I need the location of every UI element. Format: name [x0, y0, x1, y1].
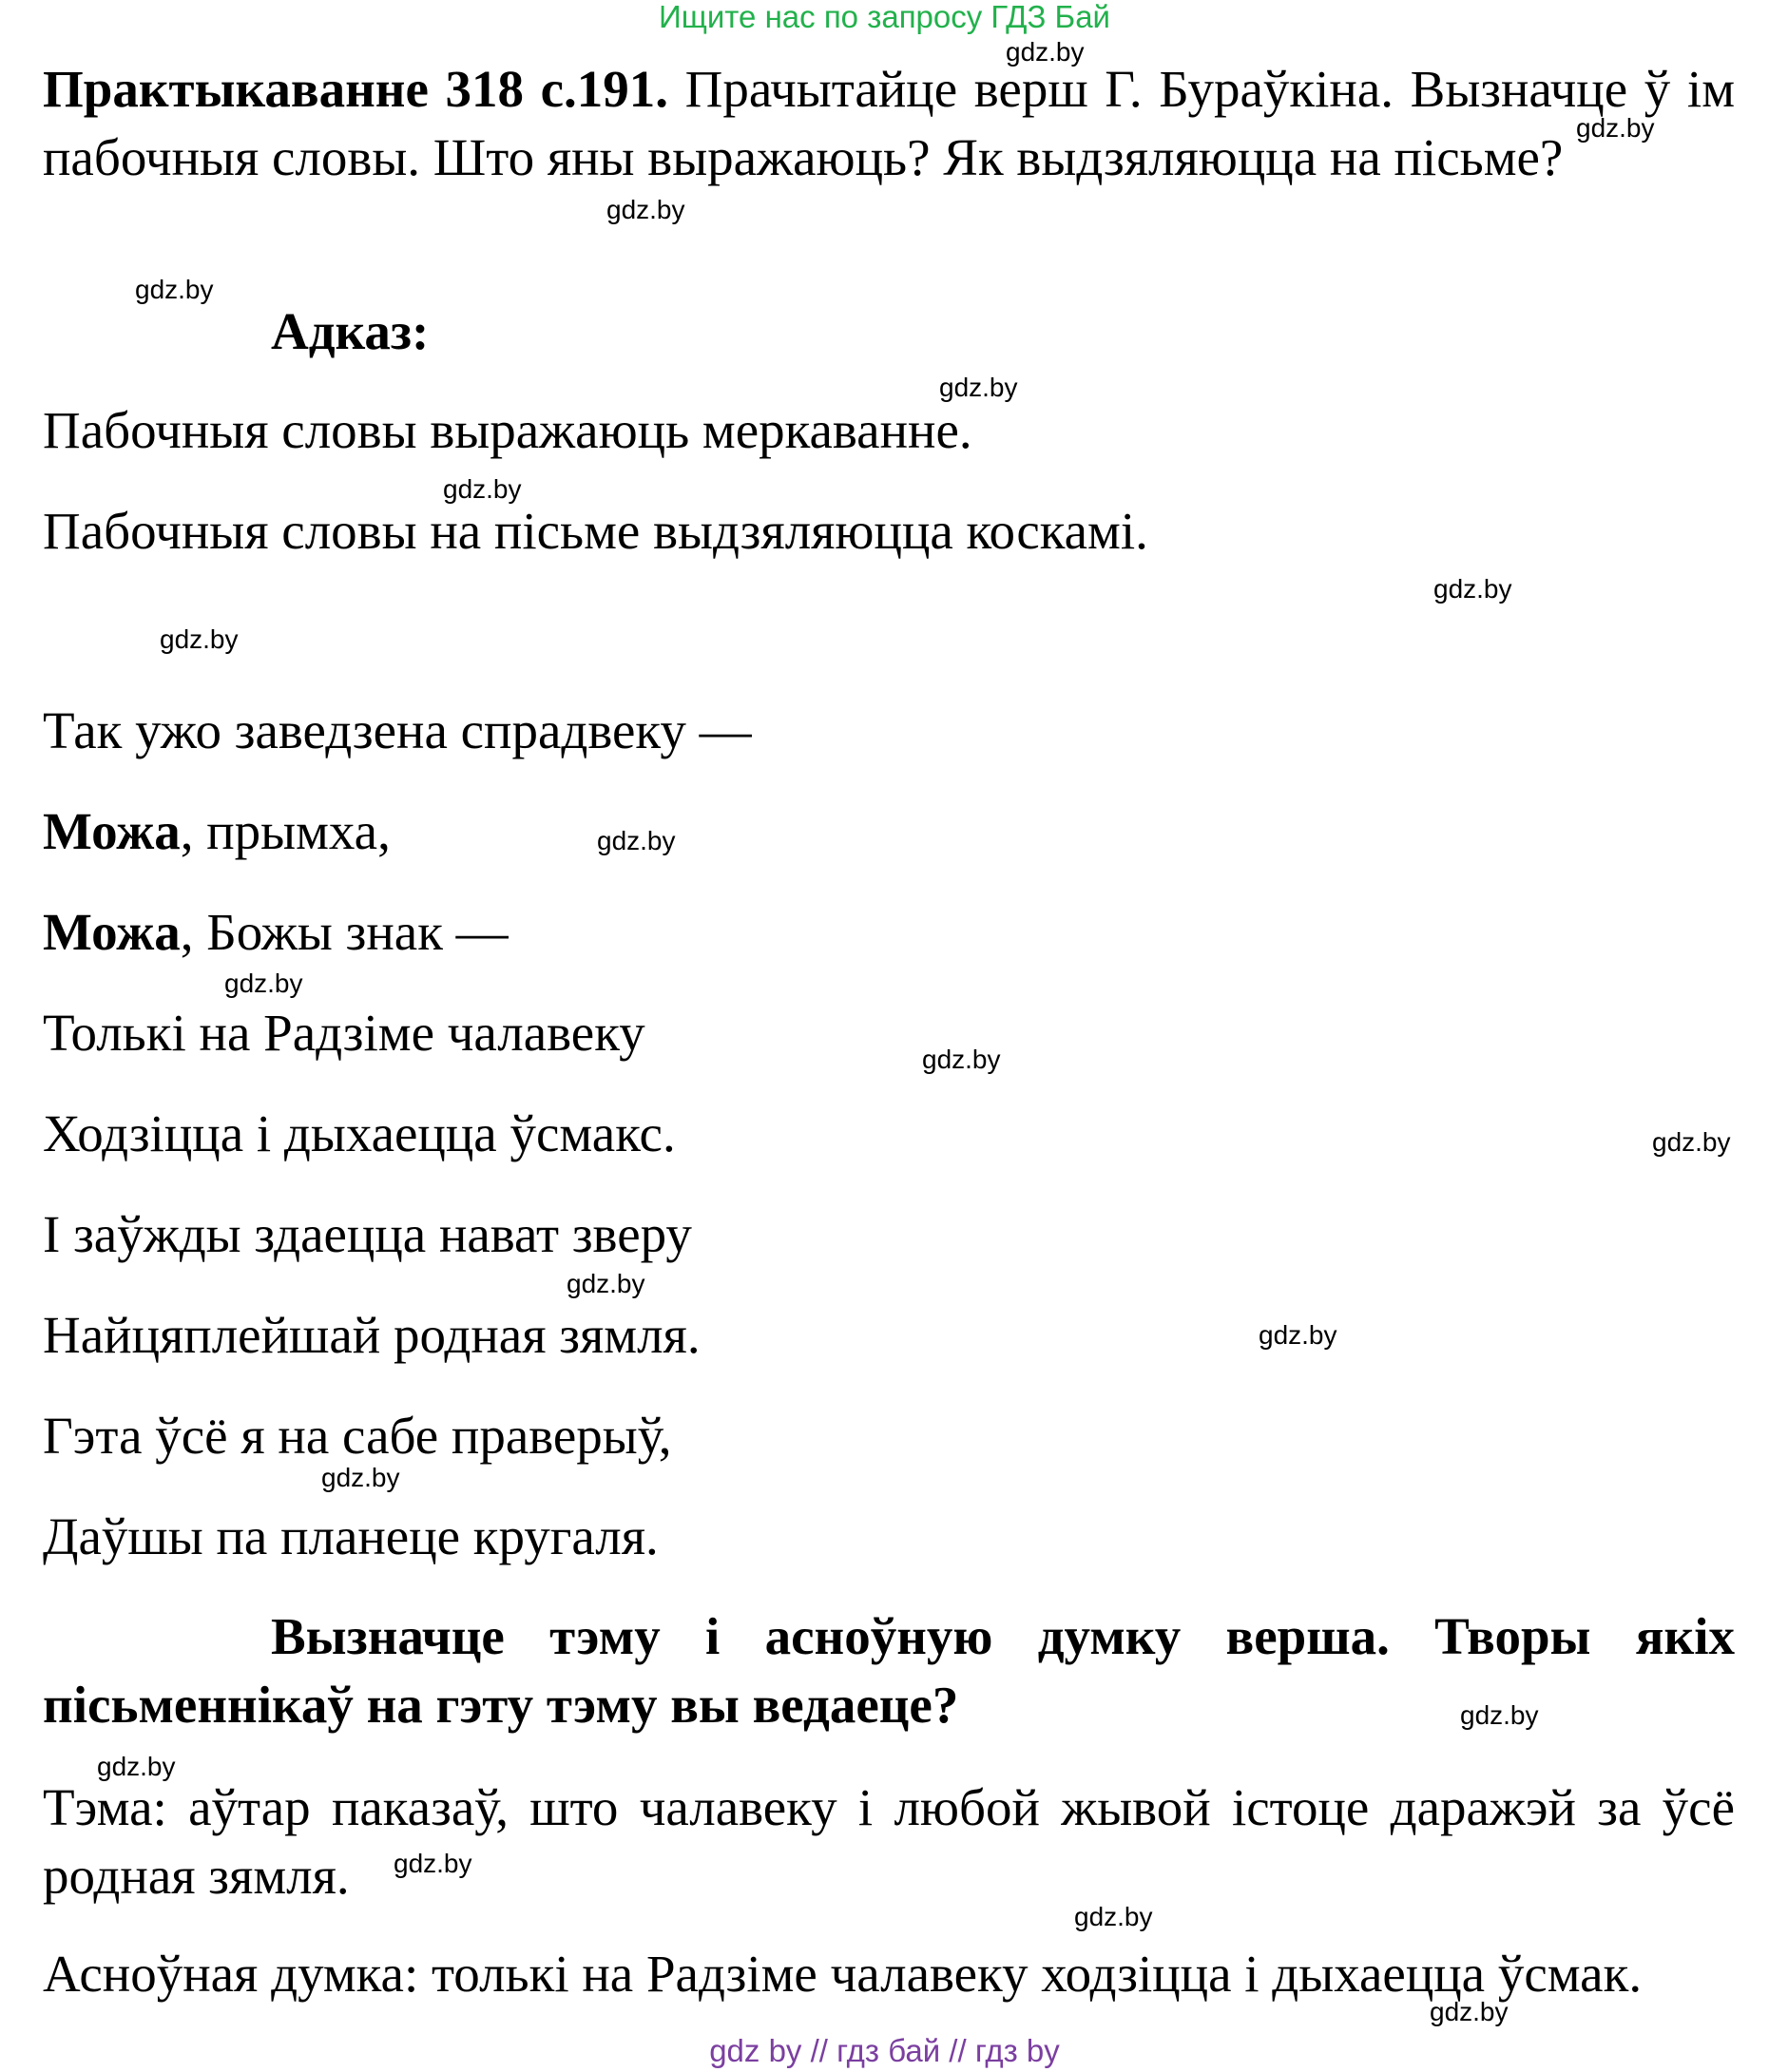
answer-heading: Адказ: — [271, 302, 430, 360]
poem-line-8: Гэта ўсё я на сабе праверыў, — [43, 1407, 672, 1465]
watermark: gdz.by — [1259, 1320, 1337, 1350]
poem-line-3-rest: , Божы знак — — [180, 903, 509, 961]
task2-text: Вызначце тэму і асноўную думку верша. Творы якіх пісьменнікаў на гэту тэму вы ведаеце? — [43, 1607, 1735, 1734]
watermark: gdz.by — [160, 624, 239, 654]
watermark: gdz.by — [1074, 1902, 1153, 1931]
watermark: gdz.by — [567, 1269, 645, 1298]
watermark: gdz.by — [597, 826, 676, 855]
answer2-theme: Тэма: аўтар паказаў, што чалавеку і любой жывой істоце даражэй за ўсё родная зямля. — [43, 1778, 1735, 1905]
watermark: gdz.by — [606, 195, 685, 224]
poem-line-5: Ходзіцца і дыхаецца ўсмакс. — [43, 1104, 676, 1162]
watermark: gdz.by — [135, 275, 214, 304]
watermark: gdz.by — [443, 474, 522, 504]
poem-line-6: І заўжды здаецца нават зверу — [43, 1205, 692, 1263]
task-label: Практыкаванне 318 с.191. — [43, 60, 669, 118]
watermark: gdz.by — [224, 969, 303, 998]
watermark: gdz.by — [1433, 574, 1512, 604]
poem-line-4: Толькі на Радзіме чалавеку — [43, 1004, 645, 1062]
footer-links: gdz by // гдз бай // гдз by — [709, 2033, 1060, 2068]
poem-line-9: Даўшы па планеце кругаля. — [43, 1507, 659, 1565]
task-body: Прачытайце верш Г. Бураўкіна. Вызначце ў ім пабочныя словы. Што яны выражаюць? Як выдзяляюцца на пісьме? — [43, 60, 1735, 186]
poem-line-3 — [43, 901, 509, 964]
watermark: gdz.by — [394, 1849, 472, 1878]
task-text — [43, 55, 1735, 192]
answer2-idea: Асноўная думка: толькі на Радзіме чалавеку ходзіцца і дыхаецца ўсмак. — [43, 1945, 1643, 2003]
poem-line-2-rest: , прымха, — [180, 802, 391, 860]
watermark: gdz.by — [922, 1045, 1001, 1074]
poem-line-2-bold: Можа — [43, 802, 181, 860]
poem-line-2 — [43, 800, 391, 863]
answer-line-2: Пабочныя словы на пісьме выдзяляюцца коскамі. — [43, 502, 1148, 560]
watermark: gdz.by — [1652, 1127, 1731, 1157]
watermark: gdz.by — [321, 1463, 400, 1492]
watermark: gdz.by — [1430, 1997, 1509, 2026]
poem-line-1: Так ужо заведзена спрадвеку — — [43, 701, 752, 759]
answer-line-1: Пабочныя словы выражаюць меркаванне. — [43, 401, 972, 459]
watermark: gdz.by — [97, 1752, 176, 1781]
poem-line-7: Найцяплейшай родная зямля. — [43, 1306, 701, 1364]
search-banner: Ищите нас по запросу ГДЗ Бай — [659, 0, 1110, 34]
poem-line-3-bold: Можа — [43, 903, 181, 961]
watermark: gdz.by — [1460, 1700, 1539, 1730]
watermark: gdz.by — [1576, 113, 1655, 143]
watermark: gdz.by — [939, 373, 1018, 402]
watermark: gdz.by — [1006, 37, 1085, 67]
